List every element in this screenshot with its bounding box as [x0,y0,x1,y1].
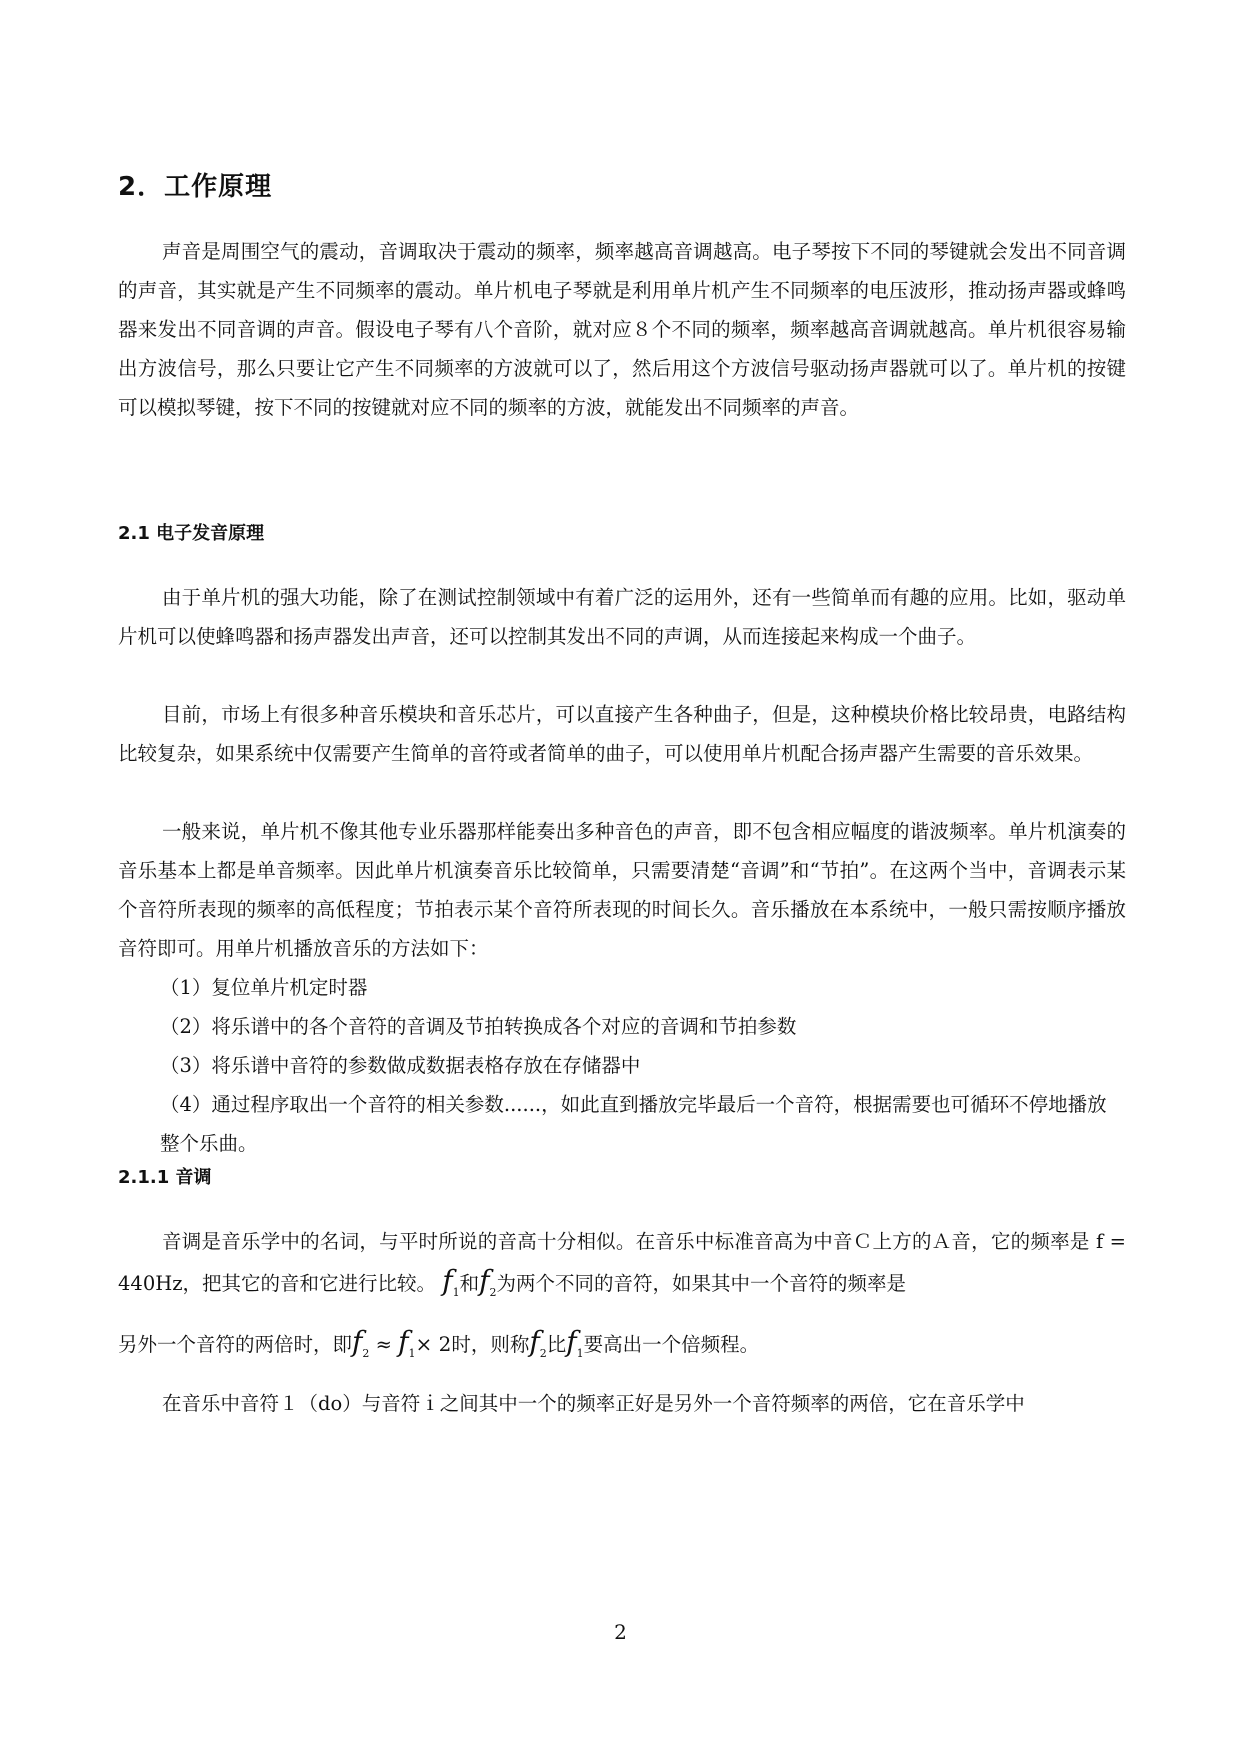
formula-sub: 2 [539,1347,547,1360]
formula-times: × 2 [415,1332,452,1356]
subsection-heading: 2.1 电子发音原理 [118,523,265,544]
formula-text: 另外一个音符的两倍时，即 [118,1333,353,1356]
formula-text: 比 [546,1333,567,1356]
formula-f1: f [442,1264,453,1297]
tone-paragraph [118,1222,1126,1312]
paragraph-2-1-b: 目前，市场上有很多种音乐模块和音乐芯片，可以直接产生各种曲子，但是，这种模块价格比较昂贵，电路结构比较复杂，如果系统中仅需要产生简单的音符或者简单的曲子，可以使用单片机配合扬声器产生需要的音乐效果。 [118,703,1126,765]
section-heading: 2．工作原理 [118,172,273,202]
tone-text-tail: 为两个不同的音符，如果其中一个音符的频率是 [496,1272,906,1295]
formula-sub: 1 [452,1286,460,1299]
step-item: （4）通过程序取出一个音符的相关参数......，如此直到播放完毕最后一个音符，根据需要也可循环不停地播放整个乐曲。 [160,1093,1107,1155]
page-number: 2 [614,1620,627,1644]
formula-text: 要高出一个倍频程。 [583,1333,760,1356]
step-item: （3）将乐谱中音符的参数做成数据表格存放在存储器中 [160,1054,641,1077]
tone-and: 和 [459,1272,480,1295]
formula-f1: f [398,1325,409,1358]
formula-sub: 2 [362,1347,370,1360]
formula-sub: 1 [576,1347,584,1360]
formula-f2: f [352,1325,363,1358]
formula-f1: f [566,1325,577,1358]
step-item: （1）复位单片机定时器 [160,976,368,999]
approx-symbol: ≈ [375,1333,392,1356]
subsubsection-heading: 2.1.1 音调 [118,1167,212,1188]
formula-f2: f [479,1264,490,1297]
paragraph-2-1-c: 一般来说，单片机不像其他专业乐器那样能奏出多种音色的声音，即不包含相应幅度的谐波频率。单片机演奏的音乐基本上都是单音频率。因此单片机演奏音乐比较简单，只需要清楚“音调”和“节拍”。在这两个当中，音调表示某个音符所表现的频率的高低程度；节拍表示某个音符所表现的时间长久。音乐播放在本系统中，一般只需按顺序播放音符即可。用单片机播放音乐的方法如下： [118,820,1126,960]
paragraph-2-1-a: 由于单片机的强大功能，除了在测试控制领域中有着广泛的运用外，还有一些简单而有趣的应用。比如，驱动单片机可以使蜂鸣器和扬声器发出声音，还可以控制其发出不同的声调，从而连接起来构成一个曲子。 [118,586,1126,648]
step-item: （2）将乐谱中的各个音符的音调及节拍转换成各个对应的音调和节拍参数 [160,1015,797,1038]
formula-f2: f [529,1325,540,1358]
formula-sub: 1 [408,1347,416,1360]
tone-paragraph-b: 在音乐中音符１（do）与音符ｉ之间其中一个的频率正好是另外一个音符频率的两倍，它在音乐学中 [162,1392,1025,1415]
formula-line [118,1325,759,1360]
formula-text: 时，则称 [451,1333,530,1356]
formula-sub: 2 [489,1286,497,1299]
intro-paragraph: 声音是周围空气的震动，音调取决于震动的频率，频率越高音调越高。电子琴按下不同的琴键就会发出不同音调的声音，其实就是产生不同频率的震动。单片机电子琴就是利用单片机产生不同频率的电压波形，推动扬声器或蜂鸣器来发出不同音调的声音。假设电子琴有八个音阶，就对应８个不同的频率，频率越高音调就越高。单片机很容易输出方波信号，那么只要让它产生不同频率的方波就可以了，然后用这个方波信号驱动扬声器就可以了。单片机的按键可以模拟琴键，按下不同的按键就对应不同的频率的方波，就能发出不同频率的声音。 [118,240,1126,419]
tone-text: 音调是音乐学中的名词，与平时所说的音高十分相似。在音乐中标准音高为中音Ｃ上方的Ａ音，它的频率是 f = 440Hz，把其它的音和它进行比较。 [118,1230,1126,1295]
